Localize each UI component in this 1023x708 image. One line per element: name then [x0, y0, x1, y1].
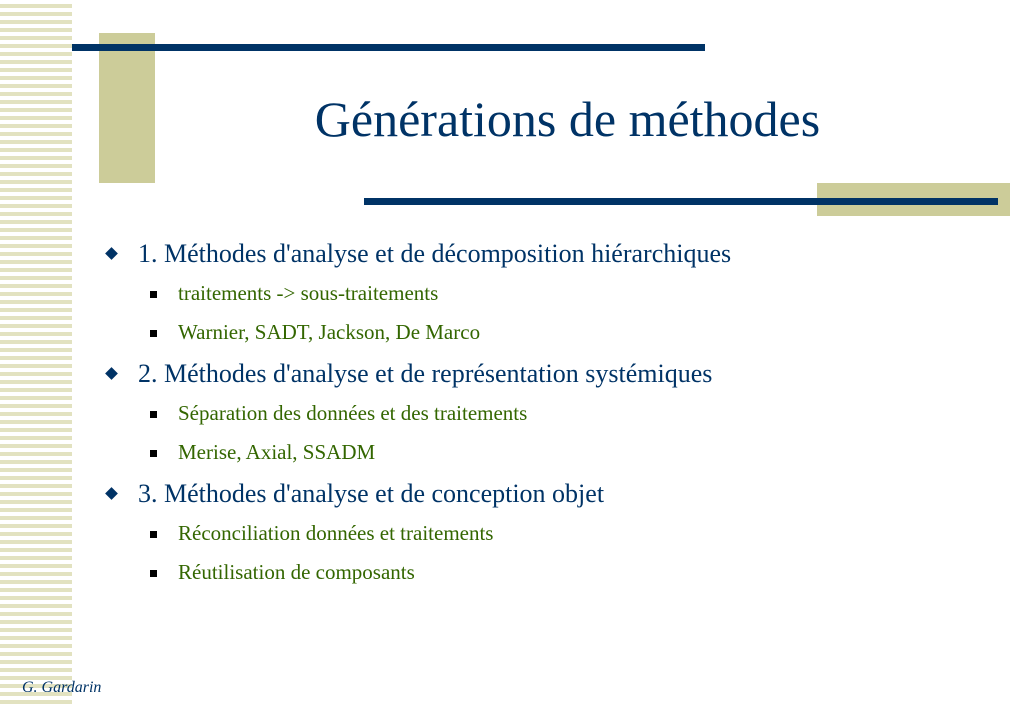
- diamond-bullet-icon: [105, 367, 118, 380]
- bullet-item-1: [100, 234, 1000, 274]
- sub-bullet-text: Réutilisation de composants: [178, 560, 415, 584]
- sub-bullet-text: traitements -> sous-traitements: [178, 281, 439, 305]
- sub-bullet-item: [100, 553, 1000, 592]
- bullet-item-3-text: 3. Méthodes d'analyse et de conception objet: [138, 479, 605, 508]
- diamond-bullet-icon: [105, 487, 118, 500]
- bullet-list: [100, 234, 1000, 592]
- sub-bullet-item: [100, 514, 1000, 553]
- square-bullet-icon: [150, 291, 157, 298]
- sub-bullet-item: [100, 313, 1000, 352]
- bullet-item-2-text: 2. Méthodes d'analyse et de représentation systémiques: [138, 359, 713, 388]
- slide-title: Générations de méthodes: [314, 91, 821, 147]
- bullet-item-3: [100, 474, 1000, 514]
- square-bullet-icon: [150, 570, 157, 577]
- sub-bullet-item: [100, 433, 1000, 472]
- title-rule-top: [72, 44, 705, 51]
- title-rule-bottom: [364, 198, 998, 205]
- footer-author: G. Gardarin: [22, 679, 102, 696]
- square-bullet-icon: [150, 450, 157, 457]
- sub-bullet-item: [100, 394, 1000, 433]
- square-bullet-icon: [150, 411, 157, 418]
- sub-bullet-text: Séparation des données et des traitements: [178, 401, 528, 425]
- bullet-item-1-text: 1. Méthodes d'analyse et de décomposition hiérarchiques: [138, 239, 732, 268]
- square-bullet-icon: [150, 330, 157, 337]
- bullet-item-2: [100, 354, 1000, 394]
- square-bullet-icon: [150, 531, 157, 538]
- sub-bullet-text: Merise, Axial, SSADM: [178, 440, 376, 464]
- diamond-bullet-icon: [105, 247, 118, 260]
- sub-bullet-text: Warnier, SADT, Jackson, De Marco: [178, 320, 481, 344]
- sub-bullet-item: [100, 274, 1000, 313]
- sub-bullet-text: Réconciliation données et traitements: [178, 521, 494, 545]
